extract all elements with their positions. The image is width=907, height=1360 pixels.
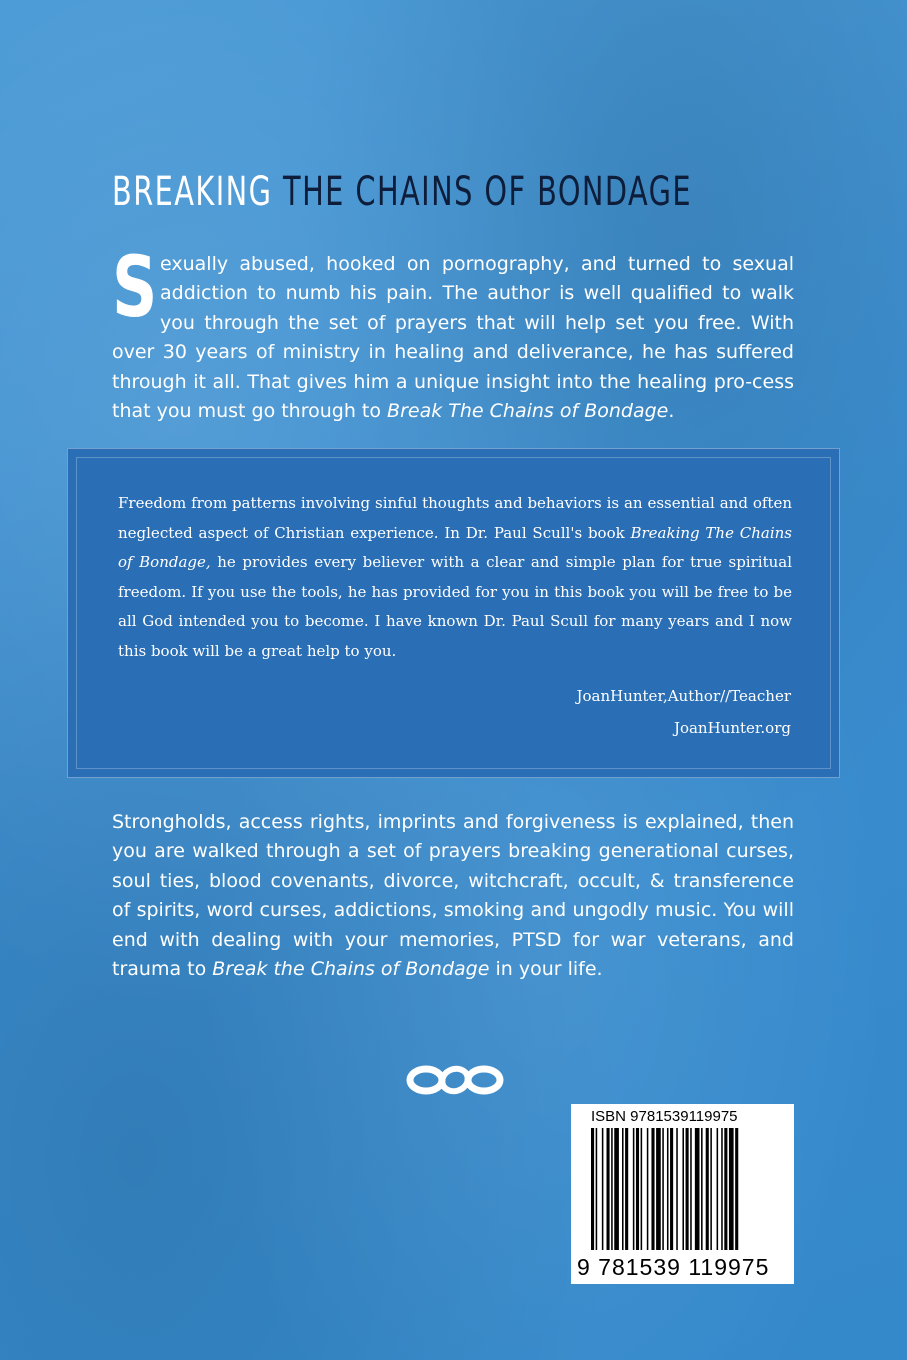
- barcode-digits: 9 781539 119975: [577, 1254, 770, 1280]
- outro-end: in your life.: [489, 958, 603, 981]
- intro-book-title: Break The Chains of Bondage: [387, 400, 669, 423]
- outro-book-title: Break the Chains of Bondage: [212, 958, 490, 981]
- endorsement-author: JoanHunter,Author//Teacher: [576, 687, 791, 705]
- isbn-barcode: [571, 1104, 794, 1284]
- isbn-label: ISBN 9781539119975: [591, 1108, 738, 1125]
- title-chains-of-bondage: THE CHAINS OF BONDAGE: [283, 169, 693, 215]
- title-breaking: BREAKING: [112, 169, 273, 215]
- drop-cap: S: [112, 238, 158, 336]
- endorsement-book-title: Breaking The Chains of Bondage,: [118, 523, 792, 571]
- intro-text: exually abused, hooked on pornography, and turned to sexual addiction to numb his pain. The author is well qualified to walk you through the set of prayers that will help set you free. With over 30 years of ministry in healing and deliverance, he has suffered through it all. That gives him a unique insight into the healing pro-cess that you must go through to: [112, 253, 794, 423]
- cover-title: [112, 168, 693, 216]
- endorsement-box: [67, 448, 840, 778]
- endorsement-text-2: he provides every believer with a clear and simple plan for true spiritual freedom. If you use the tools, he has provided for you in this book you will be free to be all God intended you to become. I have known Dr. Paul Scull for many years and I now this book will be a great help to you.: [118, 553, 792, 660]
- chain-link-icon: [406, 1060, 504, 1100]
- barcode-bars: [591, 1128, 781, 1254]
- outro-paragraph: [112, 808, 794, 984]
- intro-paragraph: [112, 238, 794, 426]
- intro-end: .: [668, 400, 675, 423]
- endorsement-text-1: Freedom from patterns involving sinful thoughts and behaviors is an essential and often neglected aspect of Christian experience. In Dr. Paul Scull's book: [118, 494, 792, 542]
- endorsement-text: [118, 489, 792, 666]
- outro-text: Strongholds, access rights, imprints and forgiveness is explained, then you are walked through a set of prayers breaking generational curses, soul ties, blood covenants, divorce, witchcraft, occult, & transference of spirits, word curses, addictions, smoking and ungodly music. You will end with dealing with your memories, PTSD for war veterans, and trauma to: [112, 811, 794, 981]
- endorsement-website: JoanHunter.org: [673, 719, 791, 737]
